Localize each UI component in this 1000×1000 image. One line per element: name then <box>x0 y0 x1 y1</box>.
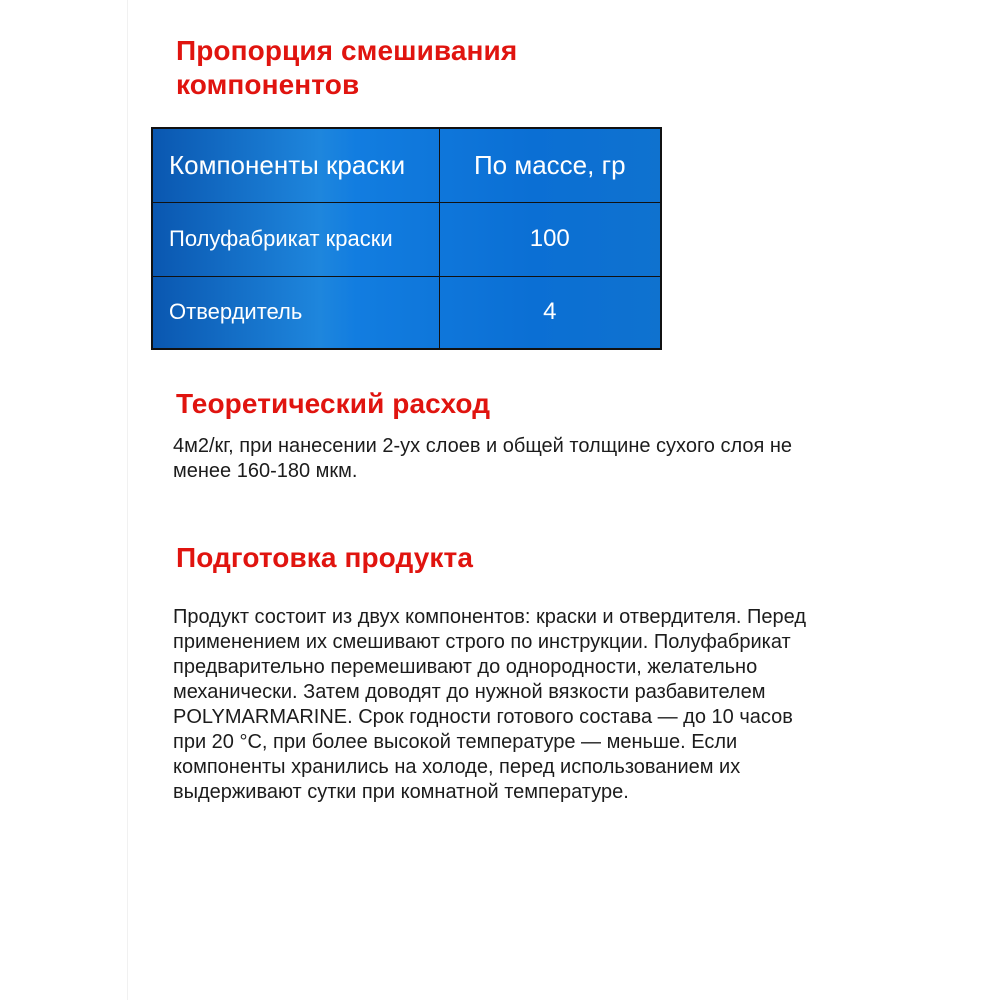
header-mass: По массе, гр <box>439 128 661 202</box>
component-name-cell: Полуфабрикат краски <box>152 202 439 276</box>
left-margin-band <box>0 0 128 1000</box>
consumption-text: 4м2/кг, при нанесении 2-ух слоев и общей толщине сухого слоя не менее 160-180 мкм. <box>173 435 793 482</box>
preparation-text: Продукт состоит из двух компонентов: краски и отвердителя. Перед применением их смешивают строго по инструкции. Полуфабрикат предварительно перемешивают до однородности, желательно механически. Затем доводят до нужной вязкости разбавителем POLYMARMARINE. Срок годности готового состава — до 10 часов при 20 °С, при более высокой температуре — меньше. Если компоненты хранились на холоде, перед использованием их выдерживают сутки при комнатной температуре. <box>173 606 807 803</box>
table-header-row <box>152 128 661 202</box>
header-components: Компоненты краски <box>152 128 439 202</box>
preparation-title: Подготовка продукта <box>176 542 473 573</box>
consumption-title: Теоретический расход <box>176 388 491 419</box>
component-mass-cell: 100 <box>439 202 661 276</box>
component-name-cell: Отвердитель <box>152 276 439 349</box>
mix-proportion-title: Пропорция смешивания компонентов <box>176 35 518 100</box>
table-row <box>152 276 661 349</box>
mix-proportion-table <box>151 127 662 350</box>
component-mass-cell: 4 <box>439 276 661 349</box>
table-row <box>152 202 661 276</box>
